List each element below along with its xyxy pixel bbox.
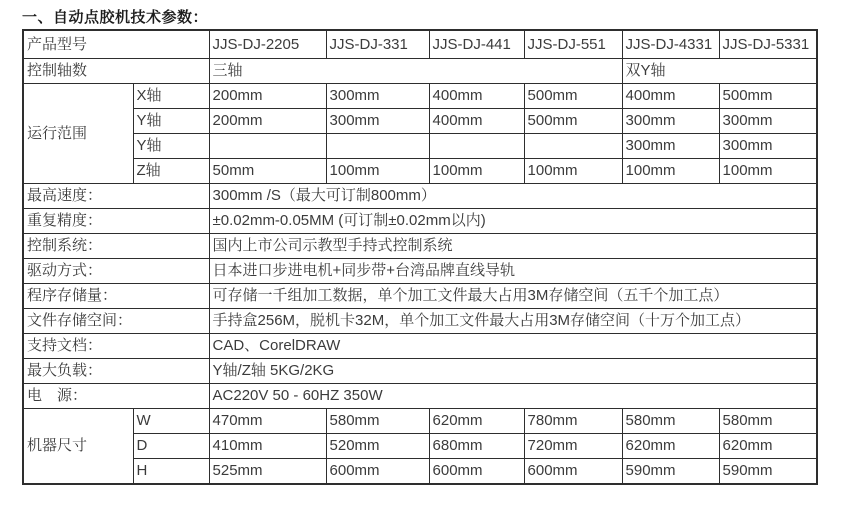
spec-label-cell: 最高速度： xyxy=(23,184,209,209)
range-value-cell: 200mm xyxy=(209,84,326,109)
page-title: 一、自动点胶机技术参数： xyxy=(22,9,209,26)
range-value-cell xyxy=(209,134,326,159)
spec-value-cell: 日本进口步进电机+同步带+台湾品牌直线导轨 xyxy=(209,259,817,284)
axis-label-cell: W xyxy=(133,409,209,434)
product-model-label-cell: 产品型号 xyxy=(23,30,209,59)
dim-value-cell: 580mm xyxy=(622,409,719,434)
table-row xyxy=(23,334,817,359)
dim-value-cell: 580mm xyxy=(326,409,429,434)
range-value-cell: 50mm xyxy=(209,159,326,184)
range-value-cell: 200mm xyxy=(209,109,326,134)
axis-label-cell: X轴 xyxy=(133,84,209,109)
range-value-cell: 400mm xyxy=(622,84,719,109)
range-value-cell: 500mm xyxy=(524,109,622,134)
table-row xyxy=(23,59,817,84)
axes-label-cell: 控制轴数 xyxy=(23,59,209,84)
spec-label-cell: 文件存储空间： xyxy=(23,309,209,334)
range-value-cell: 300mm xyxy=(326,109,429,134)
spec-value-cell: CAD、CorelDRAW xyxy=(209,334,817,359)
table-row xyxy=(23,434,817,459)
spec-table xyxy=(22,29,818,485)
dim-value-cell: 470mm xyxy=(209,409,326,434)
axis-label-cell: Z轴 xyxy=(133,159,209,184)
range-value-cell: 400mm xyxy=(429,84,524,109)
dimensions-label-cell: 机器尺寸 xyxy=(23,409,133,485)
spec-label-cell: 程序存储量： xyxy=(23,284,209,309)
table-row xyxy=(23,459,817,485)
spec-value-cell: 300mm /S（最大可订制800mm） xyxy=(209,184,817,209)
table-row xyxy=(23,134,817,159)
table-row xyxy=(23,284,817,309)
range-value-cell xyxy=(524,134,622,159)
dim-value-cell: 525mm xyxy=(209,459,326,485)
spec-label-cell: 电 源： xyxy=(23,384,209,409)
model-header-cell: JJS-DJ-441 xyxy=(429,30,524,59)
axes-dual-y-cell: 双Y轴 xyxy=(622,59,817,84)
range-value-cell: 100mm xyxy=(326,159,429,184)
axes-triaxial-cell: 三轴 xyxy=(209,59,622,84)
dim-value-cell: 680mm xyxy=(429,434,524,459)
model-header-cell: JJS-DJ-5331 xyxy=(719,30,817,59)
axis-label-cell: H xyxy=(133,459,209,485)
dim-value-cell: 780mm xyxy=(524,409,622,434)
table-row xyxy=(23,159,817,184)
spec-label-cell: 驱动方式： xyxy=(23,259,209,284)
spec-value-cell: ±0.02mm-0.05MM (可订制±0.02mm以内) xyxy=(209,209,817,234)
spec-value-cell: Y轴/Z轴 5KG/2KG xyxy=(209,359,817,384)
table-row xyxy=(23,309,817,334)
table-row xyxy=(23,184,817,209)
table-row xyxy=(23,109,817,134)
range-value-cell: 400mm xyxy=(429,109,524,134)
table-row xyxy=(23,384,817,409)
range-value-cell xyxy=(326,134,429,159)
table-row xyxy=(23,359,817,384)
table-row xyxy=(23,84,817,109)
dim-value-cell: 520mm xyxy=(326,434,429,459)
range-value-cell: 300mm xyxy=(622,134,719,159)
dim-value-cell: 410mm xyxy=(209,434,326,459)
table-row xyxy=(23,259,817,284)
table-row xyxy=(23,209,817,234)
axis-label-cell: D xyxy=(133,434,209,459)
dim-value-cell: 620mm xyxy=(719,434,817,459)
model-header-cell: JJS-DJ-2205 xyxy=(209,30,326,59)
range-value-cell: 500mm xyxy=(524,84,622,109)
dim-value-cell: 620mm xyxy=(429,409,524,434)
dim-value-cell: 580mm xyxy=(719,409,817,434)
dim-value-cell: 600mm xyxy=(524,459,622,485)
range-value-cell: 100mm xyxy=(524,159,622,184)
spec-value-cell: 可存储一千组加工数据，单个加工文件最大占用3M存储空间（五千个加工点） xyxy=(209,284,817,309)
dim-value-cell: 600mm xyxy=(326,459,429,485)
axis-label-cell: Y轴 xyxy=(133,109,209,134)
dim-value-cell: 590mm xyxy=(719,459,817,485)
axis-label-cell: Y轴 xyxy=(133,134,209,159)
range-value-cell: 300mm xyxy=(326,84,429,109)
dim-value-cell: 590mm xyxy=(622,459,719,485)
range-value-cell: 300mm xyxy=(719,134,817,159)
table-row xyxy=(23,30,817,59)
range-value-cell: 100mm xyxy=(622,159,719,184)
model-header-cell: JJS-DJ-4331 xyxy=(622,30,719,59)
range-value-cell: 500mm xyxy=(719,84,817,109)
dim-value-cell: 600mm xyxy=(429,459,524,485)
range-value-cell: 100mm xyxy=(719,159,817,184)
spec-label-cell: 重复精度： xyxy=(23,209,209,234)
range-value-cell: 100mm xyxy=(429,159,524,184)
model-header-cell: JJS-DJ-551 xyxy=(524,30,622,59)
spec-value-cell: AC220V 50 - 60HZ 350W xyxy=(209,384,817,409)
range-value-cell xyxy=(429,134,524,159)
dim-value-cell: 620mm xyxy=(622,434,719,459)
range-value-cell: 300mm xyxy=(622,109,719,134)
model-header-cell: JJS-DJ-331 xyxy=(326,30,429,59)
table-row xyxy=(23,234,817,259)
table-row xyxy=(23,409,817,434)
range-value-cell: 300mm xyxy=(719,109,817,134)
spec-value-cell: 国内上市公司示教型手持式控制系统 xyxy=(209,234,817,259)
dim-value-cell: 720mm xyxy=(524,434,622,459)
spec-label-cell: 最大负载： xyxy=(23,359,209,384)
spec-value-cell: 手持盒256M，脱机卡32M，单个加工文件最大占用3M存储空间（十万个加工点） xyxy=(209,309,817,334)
spec-label-cell: 支持文档： xyxy=(23,334,209,359)
range-label-cell: 运行范围 xyxy=(23,84,133,184)
spec-label-cell: 控制系统： xyxy=(23,234,209,259)
